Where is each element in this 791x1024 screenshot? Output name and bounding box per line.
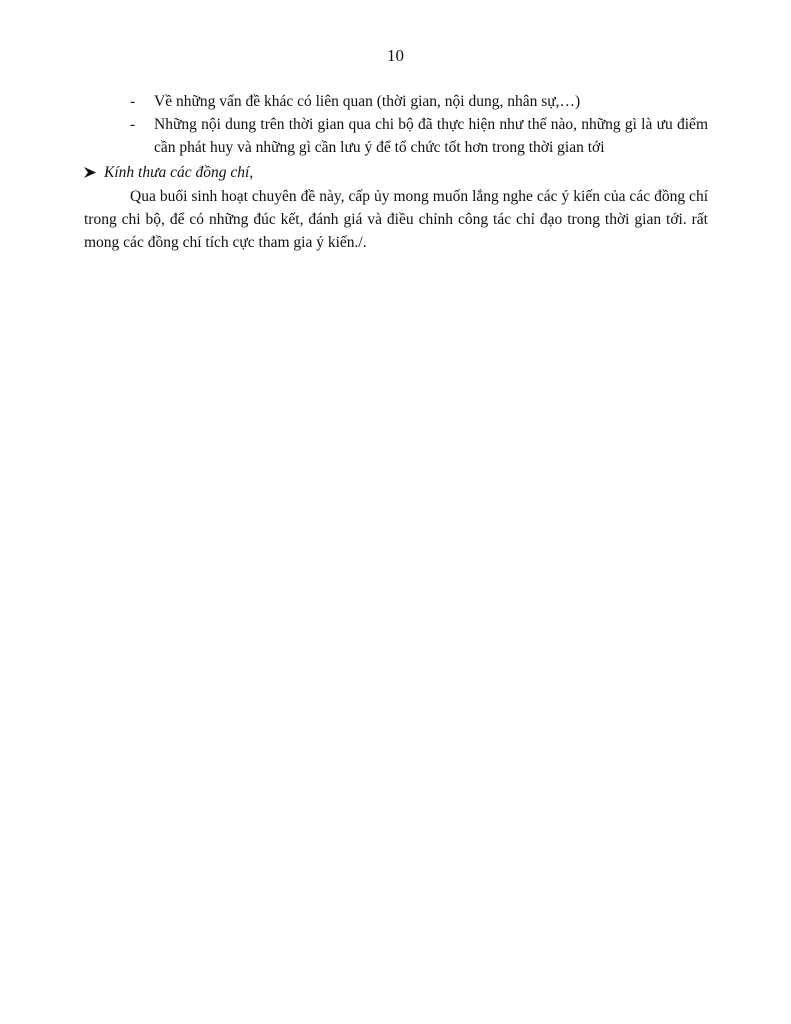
closing-paragraph: Qua buổi sinh hoạt chuyên đề này, cấp ủy mong muốn lắng nghe các ý kiến của các đồng chí trong chi bộ, để có những đúc kết, đánh giá và điều chỉnh công tác chỉ đạo trong thời gian tới. rất mong các đồng chí tích cực tham gia ý kiến./.	[84, 188, 708, 251]
bullet-list	[84, 90, 708, 159]
list-item	[84, 90, 708, 113]
dash-bullet: -	[130, 116, 136, 133]
salutation-heading	[84, 161, 708, 184]
document-body	[84, 90, 708, 254]
dash-bullet: -	[130, 93, 136, 110]
list-item	[84, 113, 708, 159]
salutation-text: Kính thưa các đồng chí,	[104, 164, 254, 181]
list-item-text: Những nội dung trên thời gian qua chi bộ đã thực hiện như thế nào, những gì là ưu điểm cần phát huy và những gì cần lưu ý để tổ chức tốt hơn trong thời gian tới	[154, 116, 708, 156]
list-item-text: Về những vấn đề khác có liên quan (thời gian, nội dung, nhân sự,…)	[154, 93, 581, 110]
arrow-bullet-icon	[84, 167, 96, 178]
page-number: 10	[387, 46, 404, 65]
